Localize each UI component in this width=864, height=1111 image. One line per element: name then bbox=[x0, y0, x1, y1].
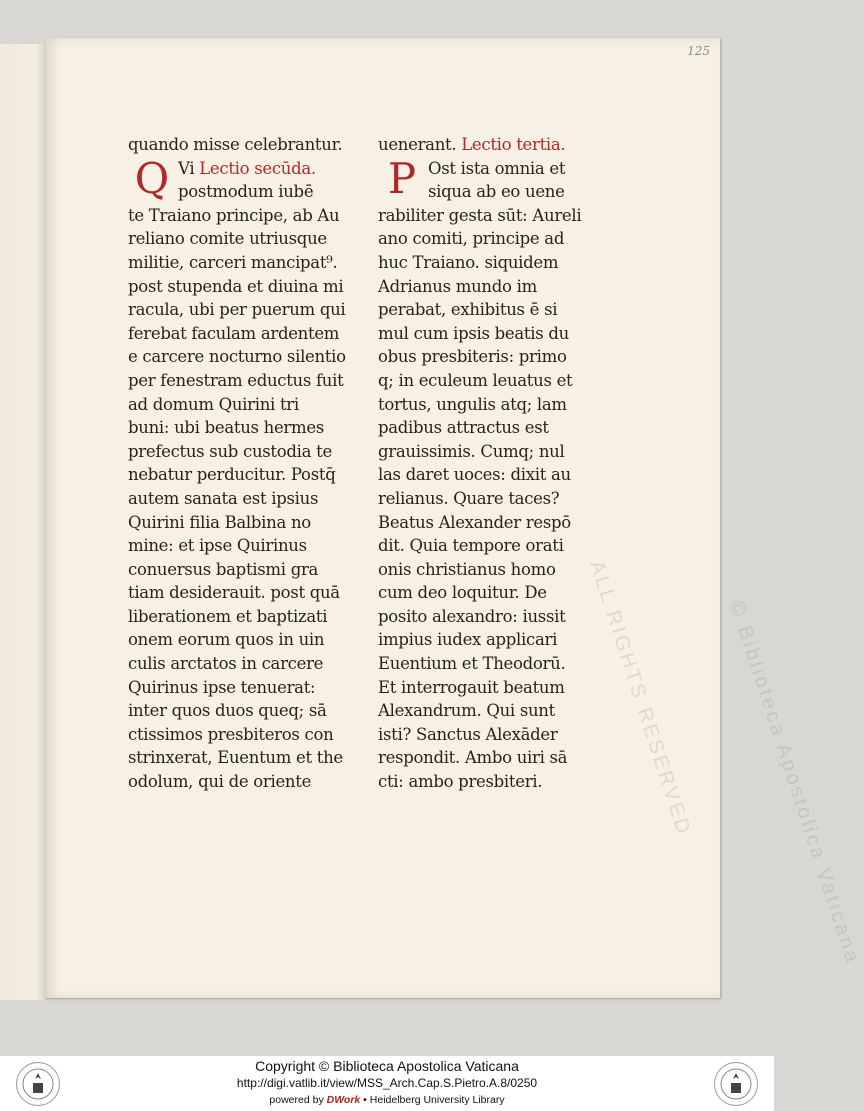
copyright-text: Copyright © Biblioteca Apostolica Vaticana bbox=[255, 1058, 519, 1074]
left-column-line: post stupenda et diuina mi bbox=[128, 276, 344, 296]
right-column-line: obus presbiteris: primo bbox=[378, 347, 567, 367]
right-column-line: onis christianus homo bbox=[378, 559, 556, 579]
right-column-line: cum deo loquitur. De bbox=[378, 583, 547, 603]
right-column-line: grauissimis. Cumq; nul bbox=[378, 441, 565, 461]
left-column-line: ferebat faculam ardentem bbox=[128, 323, 340, 343]
right-column-line: Ost ista omnia et bbox=[428, 158, 566, 178]
right-column-line: mul cum ipsis beatis du bbox=[378, 323, 569, 343]
left-column-line: autem sanata est ipsius bbox=[128, 488, 319, 508]
left-column-line: Vi Lectio secūda. bbox=[178, 158, 316, 178]
right-column-line: siqua ab eo uene bbox=[428, 182, 565, 202]
right-column-line: Alexandrum. Qui sunt bbox=[378, 701, 555, 721]
dwork-brand[interactable]: DWork bbox=[326, 1094, 361, 1106]
left-column-line: tiam desiderauit. post quā bbox=[128, 583, 340, 603]
left-column-line: per fenestram eductus fuit bbox=[128, 370, 344, 390]
left-column-line: e carcere nocturno silentio bbox=[128, 347, 346, 367]
right-column-line: relianus. Quare taces? bbox=[378, 488, 560, 508]
left-column-line: racula, ubi per puerum qui bbox=[128, 300, 346, 320]
right-column-line: Euentium et Theodorū. bbox=[378, 654, 566, 674]
rubric-heading: Lectio tertia. bbox=[461, 135, 566, 154]
right-column-line: respondit. Ambo uiri sā bbox=[378, 748, 568, 768]
left-column-line: culis arctatos in carcere bbox=[128, 654, 324, 674]
right-column-line: q; in eculeum leuatus et bbox=[378, 370, 573, 390]
copyright-footer bbox=[0, 1056, 774, 1111]
right-column-line: uenerant. Lectio tertia. bbox=[378, 135, 566, 154]
left-column-line: te Traiano principe, ab Au bbox=[128, 205, 340, 225]
left-column-line: conuersus baptismi gra bbox=[128, 559, 319, 579]
left-column-line: onem eorum quos in uin bbox=[128, 630, 325, 650]
left-column-line: ctissimos presbiteros con bbox=[128, 724, 334, 744]
rubric-heading: Lectio secūda. bbox=[199, 158, 316, 178]
left-column-line: Quirini filia Balbina no bbox=[128, 512, 311, 532]
right-column-line: Beatus Alexander respō bbox=[378, 512, 571, 532]
right-column-line: padibus attractus est bbox=[378, 418, 549, 438]
previous-page-edge bbox=[0, 44, 47, 1000]
right-column-line: perabat, exhibitus ē si bbox=[378, 300, 558, 320]
left-column-line: quando misse celebrantur. bbox=[128, 135, 343, 154]
right-column-line: impius iudex applicari bbox=[378, 630, 558, 650]
left-column-line: prefectus sub custodia te bbox=[128, 441, 332, 461]
folio-number: 125 bbox=[687, 44, 710, 58]
left-column-line: liberationem et baptizati bbox=[128, 606, 328, 626]
left-column-line: strinxerat, Euentum et the bbox=[128, 748, 343, 768]
right-column-line: huc Traiano. siquidem bbox=[378, 252, 559, 272]
left-column-line: nebatur perducitur. Postq̄ bbox=[128, 465, 336, 485]
right-column-line: isti? Sanctus Alexāder bbox=[378, 724, 558, 744]
watermark-text-copyright: © Biblioteca Apostolica Vaticana bbox=[725, 598, 864, 968]
right-column-line: Adrianus mundo im bbox=[378, 276, 537, 296]
right-column-line: las daret uoces: dixit au bbox=[378, 465, 571, 485]
manuscript-page bbox=[46, 38, 864, 998]
left-column-line: ad domum Quirini tri bbox=[128, 394, 299, 414]
left-column-line: reliano comite utriusque bbox=[128, 229, 327, 249]
left-column-line: inter quos duos queq; sā bbox=[128, 701, 327, 721]
right-column-line: cti: ambo presbiteri. bbox=[378, 772, 543, 792]
left-text-column bbox=[128, 133, 354, 794]
left-column-line: postmodum iubē bbox=[178, 182, 314, 202]
left-column-line: militie, carceri mancipat⁹. bbox=[128, 252, 338, 272]
right-column-line: ano comiti, principe ad bbox=[378, 229, 565, 249]
source-url-link[interactable]: http://digi.vatlib.it/view/MSS_Arch.Cap.S.Pietro.A.8/0250 bbox=[236, 1076, 538, 1090]
right-column-line: rabiliter gesta sūt: Aureli bbox=[378, 205, 582, 225]
dropcap-initial: P bbox=[387, 153, 417, 203]
right-column-line: dit. Quia tempore orati bbox=[378, 536, 564, 556]
right-column-line: posito alexandro: iussit bbox=[378, 606, 566, 626]
watermark-text: ALL RIGHTS RESERVED bbox=[585, 558, 696, 839]
right-column-line: Et interrogauit beatum bbox=[378, 677, 565, 697]
left-column-line: mine: et ipse Quirinus bbox=[128, 536, 307, 556]
right-column-line: tortus, ungulis atq; lam bbox=[378, 394, 567, 414]
powered-by-text: powered by DWork • Heidelberg University Library bbox=[269, 1094, 505, 1106]
dropcap-initial: Q bbox=[134, 153, 170, 203]
left-column-line: Quirinus ipse tenuerat: bbox=[128, 677, 316, 697]
left-column-line: buni: ubi beatus hermes bbox=[128, 418, 324, 438]
right-text-column bbox=[378, 133, 604, 794]
left-column-line: odolum, qui de oriente bbox=[128, 772, 312, 792]
